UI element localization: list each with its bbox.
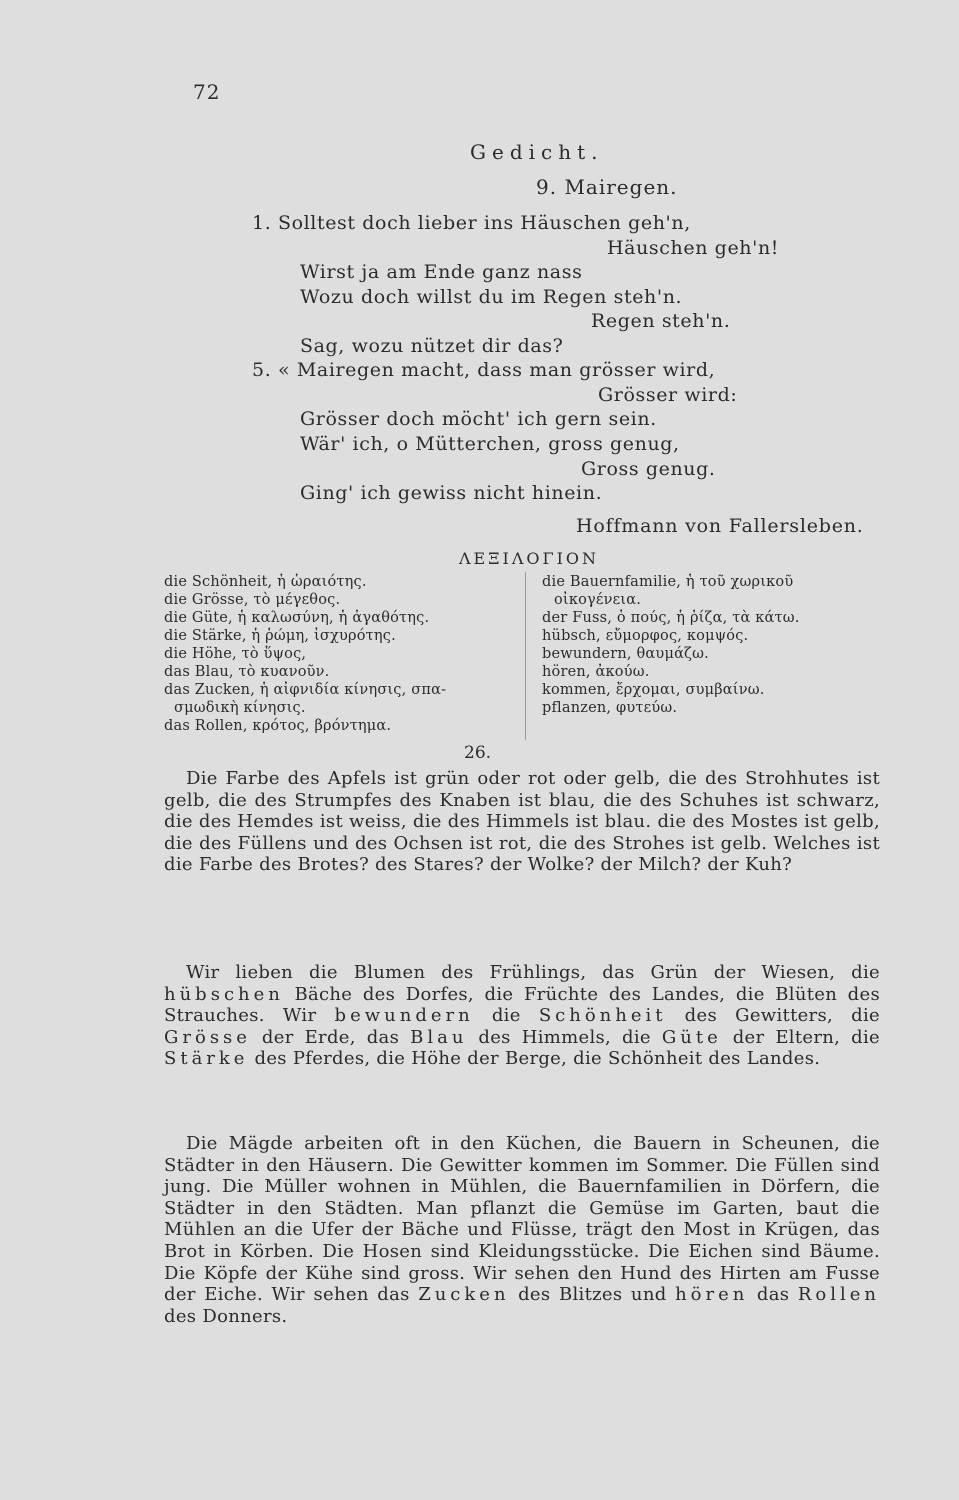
lexicon-left-column: [164, 573, 446, 735]
poem-line: Grösser doch möcht' ich gern sein.: [300, 408, 657, 430]
poem-line: Häuschen geh'n!: [607, 237, 780, 259]
poem-line: Wirst ja am Ende ganz nass: [300, 261, 583, 283]
lexicon-entry: der Fuss, ὁ πούς, ἡ ῥίζα, τὰ κάτω.: [542, 610, 800, 626]
poem-line: Wär' ich, o Mütterchen, gross genug,: [300, 433, 680, 455]
paragraph-text: [164, 962, 880, 1070]
text-run: der Erde, das: [250, 1026, 411, 1048]
poem-author: Hoffmann von Fallersleben.: [576, 515, 864, 537]
text-run: Die Mägde arbeiten oft in den Küchen, die Bauern in Scheunen, die Städter in den Häusern. Die Gewitter kommen im Sommer. Die Füllen sind jung. Die Müller wohnen in Mühlen, die Bauernfamilien in Dörfern, die Städter in den Städten. Man pflanzt die Gemüse im Garten, baut die Mühlen an die Ufer der Bäche und Flüsse, trägt den Most in Krügen, das Brot in Körben. Die Hosen sind Kleidungsstücke. Die Eichen sind Bäume. Die Köpfe der Kühe sind gross. Wir sehen den Hund des Hirten am Fusse der Eiche. Wir sehen das: [164, 1133, 880, 1306]
text-run: des Himmels, die: [467, 1026, 662, 1048]
lexicon-divider: [525, 572, 526, 740]
spaced-word: Grösse: [164, 1026, 251, 1048]
lexicon-entry: οἰκογένεια.: [554, 592, 641, 608]
spaced-word: bewundern: [334, 1005, 474, 1027]
text-run: Bäche des Dorfes, die Früchte des Landes, die Blüten des Strauches. Wir: [164, 983, 880, 1027]
prose-paragraph-1: [164, 768, 880, 876]
poem-line: 5. « Mairegen macht, dass man grösser wird,: [252, 359, 716, 381]
poem-line: Ging' ich gewiss nicht hinein.: [300, 482, 603, 504]
lexicon-entry: die Höhe, τὸ ὕψος,: [164, 646, 307, 662]
spaced-word: Schönheit: [538, 1005, 667, 1027]
poem-line: Sag, wozu nützet dir das?: [300, 335, 564, 357]
spaced-word: hören: [675, 1284, 749, 1306]
spaced-word: Stärke: [164, 1048, 249, 1070]
text-run: der Eltern, die: [721, 1026, 880, 1048]
prose-paragraph-2: [164, 962, 880, 1070]
lexicon-entry: das Rollen, κρότος, βρόντημα.: [164, 718, 392, 734]
paragraph-text: [164, 1133, 880, 1327]
text-run: die: [473, 1005, 539, 1027]
lexicon-entry: hübsch, εὔμορφος, κομψός.: [542, 628, 749, 644]
lexicon-entry: pflanzen, φυτεύω.: [542, 700, 678, 716]
lexicon-entry: bewundern, θαυμάζω.: [542, 646, 709, 662]
lexicon-entry: die Güte, ἡ καλωσύνη, ἡ ἀγαθότης.: [164, 610, 430, 626]
lexicon-entry: die Bauernfamilie, ἡ τοῦ χωρικοῦ: [542, 574, 794, 590]
lexicon-entry: hören, ἀκούω.: [542, 664, 650, 680]
spaced-word: Rollen: [797, 1284, 880, 1306]
spaced-word: Blau: [410, 1026, 468, 1048]
lexicon-entry: das Zucken, ἡ αἰφνιδία κίνησις, σπα-: [164, 682, 447, 698]
lexicon-entry: σμωδικὴ κίνησις.: [174, 700, 306, 716]
page-number: 72: [193, 80, 221, 104]
lexicon-entry: das Blau, τὸ κυανοῦν.: [164, 664, 330, 680]
section-number: 26.: [464, 743, 492, 763]
text-run: des Gewitters, die: [666, 1005, 881, 1027]
lexicon-entry: die Grösse, τὸ μέγεθος.: [164, 592, 341, 608]
poem-heading: Gedicht.: [470, 140, 604, 164]
poem-title: 9. Mairegen.: [536, 175, 678, 199]
text-run: des Pferdes, die Höhe der Berge, die Schönheit des Landes.: [248, 1048, 821, 1070]
text-run: Wir lieben die Blumen des Frühlings, das Grün der Wiesen, die: [186, 962, 880, 983]
text-run: das: [748, 1284, 798, 1306]
poem-line: Gross genug.: [581, 458, 716, 480]
lexicon-entry: die Schönheit, ἡ ὡραιότης.: [164, 574, 367, 590]
poem-line: Wozu doch willst du im Regen steh'n.: [300, 286, 683, 308]
spaced-word: Zucken: [418, 1284, 510, 1306]
lexicon-right-column: [542, 573, 800, 717]
text-run: des Donners.: [164, 1305, 288, 1327]
text-run: des Blitzes und: [509, 1284, 676, 1306]
prose-paragraph-3: [164, 1133, 880, 1327]
poem-line: Grösser wird:: [598, 384, 738, 406]
poem-line: Regen steh'n.: [591, 310, 731, 332]
lexicon-entry: kommen, ἔρχομαι, συμβαίνω.: [542, 682, 765, 698]
lexicon-title: ΛΕΞΙΛΟΓΙΟΝ: [459, 549, 600, 568]
paragraph-text: Die Farbe des Apfels ist grün oder rot oder gelb, die des Strohhutes ist gelb, die des Strumpfes des Knaben ist blau, die des Schuhes ist schwarz, die des Hemdes ist weiss, die des Himmels ist blau. die des Mostes ist gelb, die des Füllens und des Ochsen ist rot, die des Strohes ist gelb. Welches ist die Farbe des Brotes? des Stares? der Wolke? der Milch? der Kuh?: [164, 768, 880, 876]
spaced-word: hübschen: [164, 983, 284, 1005]
spaced-word: Güte: [661, 1026, 722, 1048]
poem-line: 1. Solltest doch lieber ins Häuschen geh'n,: [252, 212, 691, 234]
lexicon-entry: die Stärke, ἡ ῥώμη, ἰσχυρότης.: [164, 628, 396, 644]
